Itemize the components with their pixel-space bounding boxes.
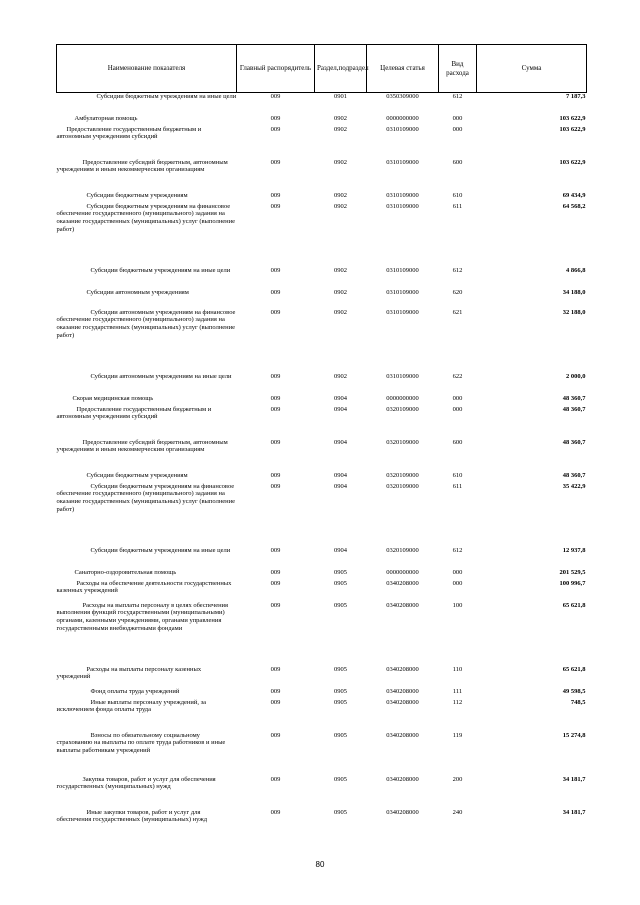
cell-razdel: 0902 <box>334 114 347 122</box>
cell-cs: 0310109000 <box>386 158 419 166</box>
table-row <box>57 732 587 776</box>
cell-cs: 0310109000 <box>386 202 419 210</box>
cell-cs: 0340208000 <box>386 601 419 609</box>
cell-sum: 35 422,9 <box>562 482 586 490</box>
cell-razdel: 0902 <box>334 158 347 166</box>
cell-glavny: 009 <box>270 665 281 673</box>
cell-sum: 32 188,0 <box>562 308 586 316</box>
cell-razdel: 0902 <box>334 266 347 274</box>
cell-cs: 0320109000 <box>386 482 419 490</box>
cell-sum: 34 181,7 <box>562 808 586 816</box>
cell-sum: 100 996,7 <box>559 579 586 587</box>
cell-sum: 65 621,8 <box>562 665 586 673</box>
table-row <box>57 666 587 688</box>
cell-sum: 15 274,8 <box>562 731 586 739</box>
cell-name: Скорая медицинская помощь <box>72 394 154 402</box>
cell-glavny: 009 <box>270 601 281 609</box>
cell-razdel: 0905 <box>334 568 347 576</box>
table-row <box>57 547 587 569</box>
cell-vr: 100 <box>452 601 463 609</box>
cell-razdel: 0904 <box>334 394 347 402</box>
cell-cs: 0310109000 <box>386 308 419 316</box>
cell-glavny: 009 <box>270 288 281 296</box>
cell-glavny: 009 <box>270 546 281 554</box>
table-row <box>57 602 587 666</box>
cell-glavny: 009 <box>270 775 281 783</box>
cell-name: Субсидии автономным учреждениям на финансовое обеспечение государственного (муниципального) задания на оказание государственных (муниципальных) услуг (выполнение работ) <box>56 308 236 340</box>
cell-name: Предоставление государственным бюджетным и автономным учреждениям субсидий <box>56 405 212 421</box>
cell-vr: 000 <box>452 568 463 576</box>
cell-sum: 69 434,9 <box>562 191 586 199</box>
header-cs: Целевая статья <box>367 45 439 93</box>
cell-cs: 0000000000 <box>386 114 419 122</box>
cell-vr: 612 <box>452 93 463 100</box>
cell-glavny: 009 <box>270 731 281 739</box>
cell-vr: 610 <box>452 471 463 479</box>
table-row <box>57 439 587 472</box>
cell-cs: 0340208000 <box>386 665 419 673</box>
cell-vr: 612 <box>452 546 463 554</box>
table-row <box>57 699 587 732</box>
table-row <box>57 472 587 483</box>
table-row <box>57 309 587 373</box>
table-row <box>57 395 587 406</box>
cell-name: Иные выплаты персоналу учреждений, за исключением фонда оплаты труда <box>56 698 207 714</box>
cell-name: Иные закупки товаров, работ и услуг для обеспечения государственных (муниципальных) нужд <box>56 808 208 824</box>
cell-cs: 0340208000 <box>386 775 419 783</box>
cell-razdel: 0902 <box>334 372 347 380</box>
header-name: Наименование показателя <box>57 45 237 93</box>
cell-vr: 240 <box>452 808 463 816</box>
cell-sum: 7 187,3 <box>566 93 586 100</box>
cell-razdel: 0904 <box>334 482 347 490</box>
cell-sum: 2 000,0 <box>566 372 586 380</box>
table-row <box>57 406 587 439</box>
cell-name: Субсидии бюджетным учреждениям на финансовое обеспечение государственного (муниципального) задания на оказание государственных (муниципальных) услуг (выполнение работ) <box>56 482 236 514</box>
cell-glavny: 009 <box>270 158 281 166</box>
cell-sum: 201 529,5 <box>559 568 586 576</box>
cell-razdel: 0902 <box>334 191 347 199</box>
cell-vr: 612 <box>452 266 463 274</box>
header-glavny: Главный распорядитель <box>237 45 315 93</box>
cell-razdel: 0904 <box>334 405 347 413</box>
cell-name: Субсидии бюджетным учреждениям на финансовое обеспечение государственного (муниципального) задания на оказание государственных (муниципальных) услуг (выполнение работ) <box>56 202 236 234</box>
cell-cs: 0320109000 <box>386 546 419 554</box>
cell-name: Закупка товаров, работ и услуг для обеспечения государственных (муниципальных) нужд <box>56 775 216 791</box>
cell-sum: 34 181,7 <box>562 775 586 783</box>
cell-vr: 600 <box>452 158 463 166</box>
cell-glavny: 009 <box>270 808 281 816</box>
cell-glavny: 009 <box>270 438 281 446</box>
cell-name: Субсидии бюджетным учреждениям на иные цели <box>96 93 237 100</box>
cell-cs: 0340208000 <box>386 579 419 587</box>
cell-razdel: 0902 <box>334 288 347 296</box>
cell-vr: 200 <box>452 775 463 783</box>
cell-sum: 48 360,7 <box>562 405 586 413</box>
cell-cs: 0310109000 <box>386 191 419 199</box>
cell-glavny: 009 <box>270 308 281 316</box>
cell-sum: 48 360,7 <box>562 394 586 402</box>
table-row <box>57 289 587 309</box>
cell-sum: 34 188,0 <box>562 288 586 296</box>
cell-vr: 111 <box>452 687 463 695</box>
cell-cs: 0320109000 <box>386 438 419 446</box>
cell-vr: 611 <box>452 482 463 490</box>
cell-razdel: 0905 <box>334 775 347 783</box>
cell-cs: 0340208000 <box>386 687 419 695</box>
cell-name: Субсидии бюджетным учреждениям на иные цели <box>90 546 231 554</box>
cell-name: Расходы на обеспечение деятельности государственных казенных учреждений <box>56 579 232 595</box>
cell-sum: 64 568,2 <box>562 202 586 210</box>
table-row <box>57 203 587 267</box>
cell-glavny: 009 <box>270 202 281 210</box>
table-row <box>57 192 587 203</box>
cell-glavny: 009 <box>270 482 281 490</box>
table-row <box>57 126 587 159</box>
cell-glavny: 009 <box>270 579 281 587</box>
cell-cs: 0310109000 <box>386 125 419 133</box>
cell-name: Фонд оплаты труда учреждений <box>90 687 180 695</box>
cell-razdel: 0905 <box>334 808 347 816</box>
header-razdel: Раздел,подраздел <box>315 45 367 93</box>
table-row <box>57 115 587 126</box>
cell-sum: 49 598,5 <box>562 687 586 695</box>
cell-glavny: 009 <box>270 405 281 413</box>
cell-razdel: 0904 <box>334 546 347 554</box>
cell-glavny: 009 <box>270 372 281 380</box>
cell-vr: 110 <box>452 665 463 673</box>
cell-vr: 622 <box>452 372 463 380</box>
cell-razdel: 0905 <box>334 687 347 695</box>
cell-vr: 610 <box>452 191 463 199</box>
cell-cs: 0000000000 <box>386 568 419 576</box>
cell-name: Субсидии автономным учреждениям на иные цели <box>90 372 232 380</box>
budget-table <box>56 44 587 847</box>
cell-glavny: 009 <box>270 191 281 199</box>
cell-name: Субсидии автономным учреждениям <box>86 288 189 296</box>
cell-sum: 48 360,7 <box>562 471 586 479</box>
cell-vr: 611 <box>452 202 463 210</box>
cell-cs: 0340208000 <box>386 808 419 816</box>
table-header-row <box>57 45 587 93</box>
header-sum: Сумма <box>477 45 587 93</box>
cell-razdel: 0905 <box>334 698 347 706</box>
cell-cs: 0310109000 <box>386 372 419 380</box>
cell-sum: 748,5 <box>570 698 586 706</box>
cell-glavny: 009 <box>270 93 281 100</box>
table-row <box>57 580 587 602</box>
table-body <box>57 93 587 847</box>
cell-glavny: 009 <box>270 394 281 402</box>
cell-cs: 0340208000 <box>386 731 419 739</box>
cell-razdel: 0901 <box>334 93 347 100</box>
cell-vr: 119 <box>452 731 463 739</box>
cell-glavny: 009 <box>270 568 281 576</box>
cell-name: Предоставление государственным бюджетным и автономным учреждениям субсидий <box>56 125 202 141</box>
cell-razdel: 0904 <box>334 471 347 479</box>
table-row <box>57 373 587 395</box>
table-row <box>57 569 587 580</box>
cell-name: Расходы на выплаты персоналу казенных учреждений <box>56 665 202 681</box>
cell-name: Субсидии бюджетным учреждениям <box>86 191 188 199</box>
page-number: 80 <box>315 860 325 869</box>
cell-glavny: 009 <box>270 114 281 122</box>
cell-razdel: 0904 <box>334 438 347 446</box>
cell-sum: 65 621,8 <box>562 601 586 609</box>
cell-name: Субсидии бюджетным учреждениям на иные цели <box>90 266 231 274</box>
cell-name: Санаторно-оздоровительная помощь <box>74 568 177 576</box>
cell-razdel: 0905 <box>334 601 347 609</box>
cell-razdel: 0905 <box>334 579 347 587</box>
cell-sum: 48 360,7 <box>562 438 586 446</box>
header-vr: Вид расхода <box>439 45 477 93</box>
cell-razdel: 0902 <box>334 202 347 210</box>
cell-glavny: 009 <box>270 266 281 274</box>
cell-name: Расходы на выплаты персоналу в целях обеспечения выполнения функций государственными (муниципальными) органами, казенными учреждениями, органами управления государственными внебюджетными фондами <box>56 601 229 633</box>
cell-cs: 0320109000 <box>386 471 419 479</box>
cell-glavny: 009 <box>270 471 281 479</box>
cell-vr: 600 <box>452 438 463 446</box>
cell-name: Взносы по обязательному социальному страхованию на выплаты по оплате труда работников и иные выплаты работникам учреждений <box>56 731 226 755</box>
table-row <box>57 809 587 847</box>
cell-cs: 0310109000 <box>386 288 419 296</box>
cell-name: Предоставление субсидий бюджетным, автономным учреждениям и иным некоммерческим организациям <box>56 438 228 454</box>
table-row <box>57 776 587 809</box>
cell-vr: 620 <box>452 288 463 296</box>
table-row <box>57 483 587 547</box>
cell-razdel: 0905 <box>334 731 347 739</box>
cell-vr: 000 <box>452 114 463 122</box>
cell-sum: 103 622,9 <box>559 158 586 166</box>
cell-name: Предоставление субсидий бюджетным, автономным учреждениям и иным некоммерческим организациям <box>56 158 228 174</box>
cell-sum: 4 866,8 <box>566 266 586 274</box>
cell-sum: 103 622,9 <box>559 114 586 122</box>
cell-cs: 0340208000 <box>386 698 419 706</box>
cell-razdel: 0905 <box>334 665 347 673</box>
table-row <box>57 159 587 192</box>
cell-vr: 000 <box>452 579 463 587</box>
cell-glavny: 009 <box>270 125 281 133</box>
cell-razdel: 0902 <box>334 308 347 316</box>
cell-vr: 000 <box>452 125 463 133</box>
cell-vr: 112 <box>452 698 463 706</box>
table-row <box>57 267 587 289</box>
cell-name: Амбулаторная помощь <box>74 114 138 122</box>
cell-glavny: 009 <box>270 687 281 695</box>
cell-vr: 000 <box>452 394 463 402</box>
cell-razdel: 0902 <box>334 125 347 133</box>
cell-sum: 12 937,8 <box>562 546 586 554</box>
cell-vr: 000 <box>452 405 463 413</box>
cell-cs: 0310109000 <box>386 266 419 274</box>
table-row <box>57 93 587 115</box>
cell-cs: 0350309000 <box>386 93 419 100</box>
cell-cs: 0320109000 <box>386 405 419 413</box>
cell-cs: 0000000000 <box>386 394 419 402</box>
cell-vr: 621 <box>452 308 463 316</box>
table-row <box>57 688 587 699</box>
cell-name: Субсидии бюджетным учреждениям <box>86 471 188 479</box>
cell-sum: 103 622,9 <box>559 125 586 133</box>
cell-glavny: 009 <box>270 698 281 706</box>
